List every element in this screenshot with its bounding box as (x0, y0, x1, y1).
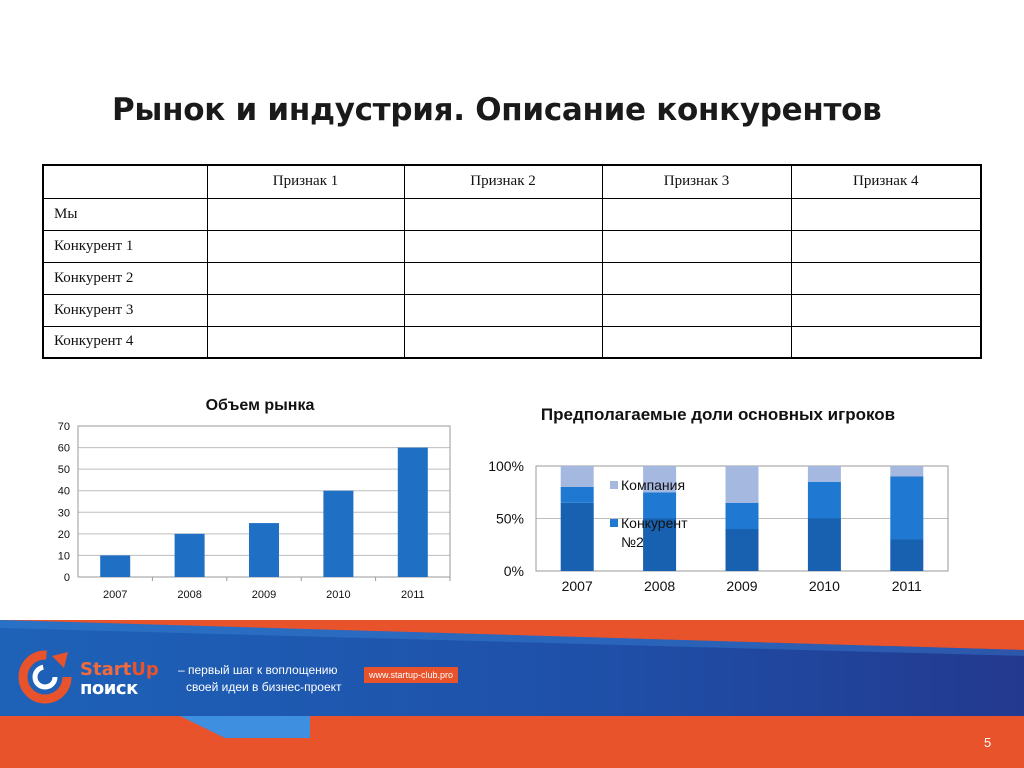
table-cell (404, 230, 602, 262)
row-label: Конкурент 2 (43, 262, 207, 294)
table-cell (207, 230, 404, 262)
stacked-bar-segment (726, 529, 759, 571)
table-row (43, 230, 981, 262)
y-tick-label: 30 (57, 507, 70, 520)
stacked-bar-segment (808, 482, 841, 519)
market-share-chart-title: Предполагаемые доли основных игроков (540, 405, 896, 424)
table-row (43, 262, 981, 294)
table-cell (791, 326, 981, 358)
stacked-bar-segment (561, 503, 594, 571)
stacked-bar-segment (808, 466, 841, 482)
stacked-bar-segment (890, 540, 923, 572)
bar (323, 491, 353, 577)
slogan-line-2: своей идеи в бизнес-проект (186, 680, 342, 694)
bar (100, 555, 130, 577)
table-cell (602, 294, 791, 326)
table-cell (207, 198, 404, 230)
table-cell (404, 326, 602, 358)
table-cell (602, 198, 791, 230)
y-tick-label: 60 (57, 442, 70, 455)
table-header-cell: Признак 4 (791, 165, 981, 198)
legend-label-competitor: Конкурент (621, 515, 688, 531)
table-cell (602, 326, 791, 358)
table-header-row (43, 165, 981, 198)
table-cell (404, 262, 602, 294)
row-label: Конкурент 3 (43, 294, 207, 326)
stacked-bar-segment (561, 487, 594, 503)
table-header-cell: Признак 3 (602, 165, 791, 198)
y-tick-label: 40 (57, 485, 70, 498)
table-cell (791, 262, 981, 294)
website-link[interactable]: www.startup-club.pro (364, 667, 458, 683)
stacked-bar-segment (890, 466, 923, 477)
y-tick-label: 100% (488, 458, 524, 474)
stacked-bar-segment (726, 466, 759, 503)
bar (398, 448, 428, 577)
logo-up: Up (131, 659, 159, 680)
startup-logo-icon (14, 646, 76, 708)
table-cell (404, 198, 602, 230)
x-tick-label: 2008 (177, 589, 202, 601)
market-share-chart (470, 455, 960, 605)
table-row (43, 294, 981, 326)
competitor-table (42, 164, 982, 359)
market-volume-chart (40, 418, 460, 608)
row-label: Конкурент 4 (43, 326, 207, 358)
row-label: Конкурент 1 (43, 230, 207, 262)
table-cell (207, 326, 404, 358)
table-cell (404, 294, 602, 326)
logo-poisk: поиск (80, 678, 138, 699)
y-tick-label: 20 (57, 528, 70, 541)
table-cell (207, 294, 404, 326)
table-row (43, 198, 981, 230)
market-volume-chart-title: Объем рынка (205, 397, 315, 414)
row-label: Мы (43, 198, 207, 230)
y-tick-label: 70 (57, 421, 70, 433)
x-tick-label: 2009 (726, 578, 758, 594)
table-cell (207, 262, 404, 294)
stacked-bar-segment (808, 519, 841, 572)
y-tick-label: 0 (63, 572, 70, 584)
table-header-cell (43, 165, 207, 198)
legend-label-competitor-number: №2 (621, 534, 644, 550)
table-row (43, 326, 981, 358)
legend-swatch-competitor (610, 519, 618, 527)
slide-title: Рынок и индустрия. Описание конкурентов (112, 92, 882, 128)
stacked-bar-segment (890, 477, 923, 540)
y-tick-label: 10 (57, 550, 70, 563)
table-cell (602, 230, 791, 262)
legend-swatch-company (610, 481, 618, 489)
x-tick-label: 2007 (561, 578, 593, 594)
slogan (178, 662, 342, 696)
slogan-line-1: – первый шаг к воплощению (178, 663, 338, 677)
y-tick-label: 50 (57, 464, 70, 477)
startup-logo-text (80, 660, 159, 698)
x-tick-label: 2008 (644, 578, 676, 594)
stacked-bar-segment (726, 503, 759, 529)
table-cell (791, 198, 981, 230)
y-tick-label: 0% (503, 563, 524, 579)
page-number: 5 (984, 735, 992, 750)
y-tick-label: 50% (495, 510, 524, 527)
table-header-cell: Признак 2 (404, 165, 602, 198)
table-cell (791, 230, 981, 262)
table-cell (602, 262, 791, 294)
x-tick-label: 2010 (808, 578, 840, 594)
table-header-cell: Признак 1 (207, 165, 404, 198)
logo-start: Start (80, 659, 132, 680)
legend-label-company: Компания (621, 477, 686, 493)
x-tick-label: 2011 (400, 589, 425, 601)
x-tick-label: 2011 (891, 578, 922, 594)
bar (249, 523, 279, 577)
x-tick-label: 2010 (326, 589, 351, 601)
bar (175, 534, 205, 577)
table-cell (791, 294, 981, 326)
x-tick-label: 2007 (102, 589, 128, 601)
x-tick-label: 2009 (251, 589, 277, 601)
stacked-bar-segment (561, 466, 594, 487)
